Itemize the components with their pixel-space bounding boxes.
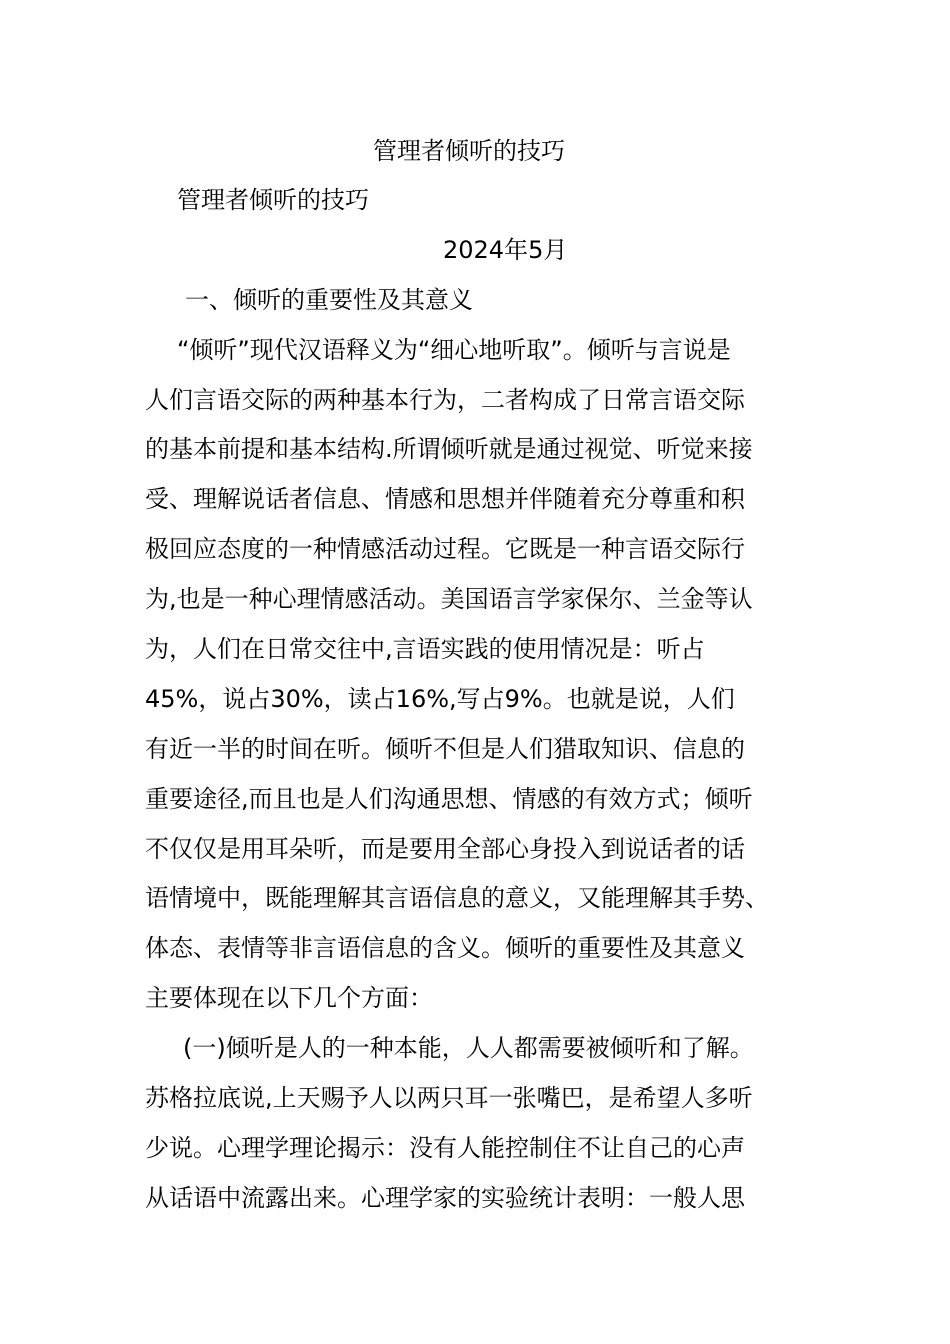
paragraph-line: 少说。心理学理论揭示：没有人能控制住不让自己的心声: [145, 1134, 745, 1162]
paragraph-line: 语情境中，既能理解其言语信息的意义，又能理解其手势、: [145, 884, 769, 912]
section-heading: 一、倾听的重要性及其意义: [185, 286, 473, 314]
paragraph-line: 不仅仅是用耳朵听，而是要用全部心身投入到说话者的话: [145, 835, 745, 863]
document-date: 2024年5月: [443, 236, 568, 264]
paragraph-line: 从话语中流露出来。心理学家的实验统计表明：一般人思: [145, 1184, 745, 1212]
document-title: 管理者倾听的技巧: [373, 137, 565, 165]
paragraph-line: 有近一半的时间在听。倾听不但是人们猎取知识、信息的: [145, 735, 745, 763]
paragraph-line: 为,也是一种心理情感活动。美国语言学家保尔、兰金等认: [145, 585, 753, 613]
paragraph-line: 极回应态度的一种情感活动过程。它既是一种言语交际行: [145, 535, 745, 563]
paragraph-line: 受、理解说话者信息、情感和思想并伴随着充分尊重和积: [145, 485, 745, 513]
paragraph-line: 的基本前提和基本结构.所谓倾听就是通过视觉、听觉来接: [145, 435, 753, 463]
paragraph-line: “倾听”现代汉语释义为“细心地听取”。倾听与言说是: [177, 336, 731, 364]
paragraph-line: 重要途径,而且也是人们沟通思想、情感的有效方式；倾听: [145, 785, 753, 813]
paragraph-line: 体态、表情等非言语信息的含义。倾听的重要性及其意义: [145, 934, 745, 962]
paragraph-line: (一)倾听是人的一种本能，人人都需要被倾听和了解。: [183, 1034, 754, 1062]
document-subtitle: 管理者倾听的技巧: [177, 186, 369, 214]
paragraph-line: 苏格拉底说,上天赐予人以两只耳一张嘴巴，是希望人多听: [145, 1084, 753, 1112]
paragraph-line: 45%，说占30%，读占16%,写占9%。也就是说，人们: [145, 685, 735, 713]
paragraph-line: 人们言语交际的两种基本行为，二者构成了日常言语交际: [145, 386, 745, 414]
paragraph-line: 主要体现在以下几个方面：: [145, 984, 433, 1012]
paragraph-line: 为，人们在日常交往中,言语实践的使用情况是：听占: [145, 635, 705, 663]
